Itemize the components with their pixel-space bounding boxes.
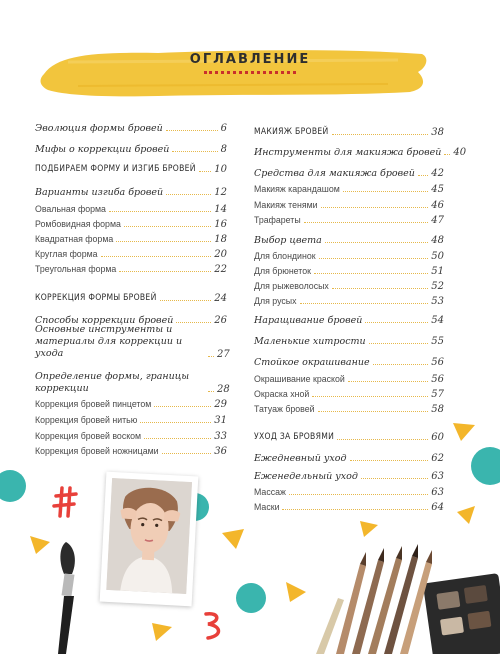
eyebrow-pencils-illustration <box>316 538 500 654</box>
toc-entry[interactable]: Мифы о коррекции бровей 8 <box>35 144 227 155</box>
toc-entry[interactable]: Средства для макияжа бровей 42 <box>254 168 444 179</box>
toc-section-heading[interactable]: ПОДБИРАЕМ ФОРМУ И ИЗГИБ БРОВЕЙ 10 <box>35 164 227 175</box>
red-squiggle-decoration <box>200 610 226 644</box>
toc-entry[interactable]: Наращивание бровей 54 <box>254 315 444 326</box>
toc-entry[interactable]: Эволюция формы бровей 6 <box>35 123 227 134</box>
triangle-decoration <box>360 521 378 537</box>
makeup-brush-illustration <box>36 540 96 654</box>
toc-entry[interactable]: Еженедельный уход 63 <box>254 471 444 482</box>
toc-section-heading[interactable]: МАКИЯЖ БРОВЕЙ 38 <box>254 127 444 138</box>
toc-entry[interactable]: Овальная форма 14 <box>35 204 227 215</box>
teal-circle-decoration <box>0 470 26 502</box>
model-photo-frame <box>100 472 199 607</box>
toc-entry[interactable]: Стойкое окрашивание 56 <box>254 357 444 368</box>
toc-entry[interactable]: Квадратная форма 18 <box>35 234 227 245</box>
triangle-decoration <box>222 529 244 549</box>
toc-entry[interactable]: Трафареты 47 <box>254 215 444 226</box>
title-underline-dots <box>204 71 296 77</box>
toc-entry[interactable]: Ромбовидная форма 16 <box>35 219 227 230</box>
toc-entry[interactable]: Определение формы, границы коррекции 28 <box>35 371 230 395</box>
triangle-decoration <box>457 506 475 524</box>
toc-entry[interactable]: Способы коррекции бровей 26 <box>35 315 227 326</box>
triangle-decoration <box>152 623 172 641</box>
toc-entry[interactable]: Окраска хной 57 <box>254 389 444 400</box>
toc-entry[interactable]: Коррекция бровей ножницами 36 <box>35 446 227 457</box>
triangle-decoration <box>453 423 475 441</box>
toc-entry[interactable]: Варианты изгиба бровей 12 <box>35 187 227 198</box>
toc-entry[interactable]: Макияж карандашом 45 <box>254 184 444 195</box>
toc-entry[interactable]: Макияж тенями 46 <box>254 200 444 211</box>
toc-entry[interactable]: Для русых 53 <box>254 296 444 307</box>
toc-entry[interactable]: Для блондинок 50 <box>254 251 444 262</box>
teal-circle-decoration <box>471 447 500 485</box>
toc-entry[interactable]: Маленькие хитрости 55 <box>254 336 444 347</box>
toc-entry[interactable]: Маски 64 <box>254 502 444 513</box>
toc-entry[interactable]: Треугольная форма 22 <box>35 264 227 275</box>
toc-entry[interactable]: Коррекция бровей пинцетом 29 <box>35 399 227 410</box>
page-title: ОГЛАВЛЕНИЕ <box>189 52 311 67</box>
toc-entry[interactable]: Круглая форма 20 <box>35 249 227 260</box>
toc-entry[interactable]: Окрашивание краской 56 <box>254 374 444 385</box>
toc-entry[interactable]: Коррекция бровей воском 33 <box>35 431 227 442</box>
toc-entry[interactable]: Массаж 63 <box>254 487 444 498</box>
toc-entry[interactable]: Выбор цвета 48 <box>254 235 444 246</box>
model-photo <box>106 478 192 594</box>
toc-entry[interactable]: Коррекция бровей нитью 31 <box>35 415 227 426</box>
teal-circle-decoration <box>236 583 266 613</box>
toc-entry[interactable]: Инструменты для макияжа бровей 40 <box>254 147 467 158</box>
toc-entry[interactable]: Ежедневный уход 62 <box>254 453 444 464</box>
toc-section-heading[interactable]: УХОД ЗА БРОВЯМИ 60 <box>254 432 444 443</box>
triangle-decoration <box>286 582 306 602</box>
red-hash-decoration <box>50 486 80 518</box>
toc-entry[interactable]: Для рыжеволосых 52 <box>254 281 444 292</box>
toc-entry[interactable]: Основные инструменты и материалы для коррекции и ухода 27 <box>35 324 230 360</box>
toc-section-heading[interactable]: КОРРЕКЦИЯ ФОРМЫ БРОВЕЙ 24 <box>35 293 227 304</box>
toc-entry[interactable]: Для брюнеток 51 <box>254 266 444 277</box>
toc-entry[interactable]: Татуаж бровей 58 <box>254 404 444 415</box>
